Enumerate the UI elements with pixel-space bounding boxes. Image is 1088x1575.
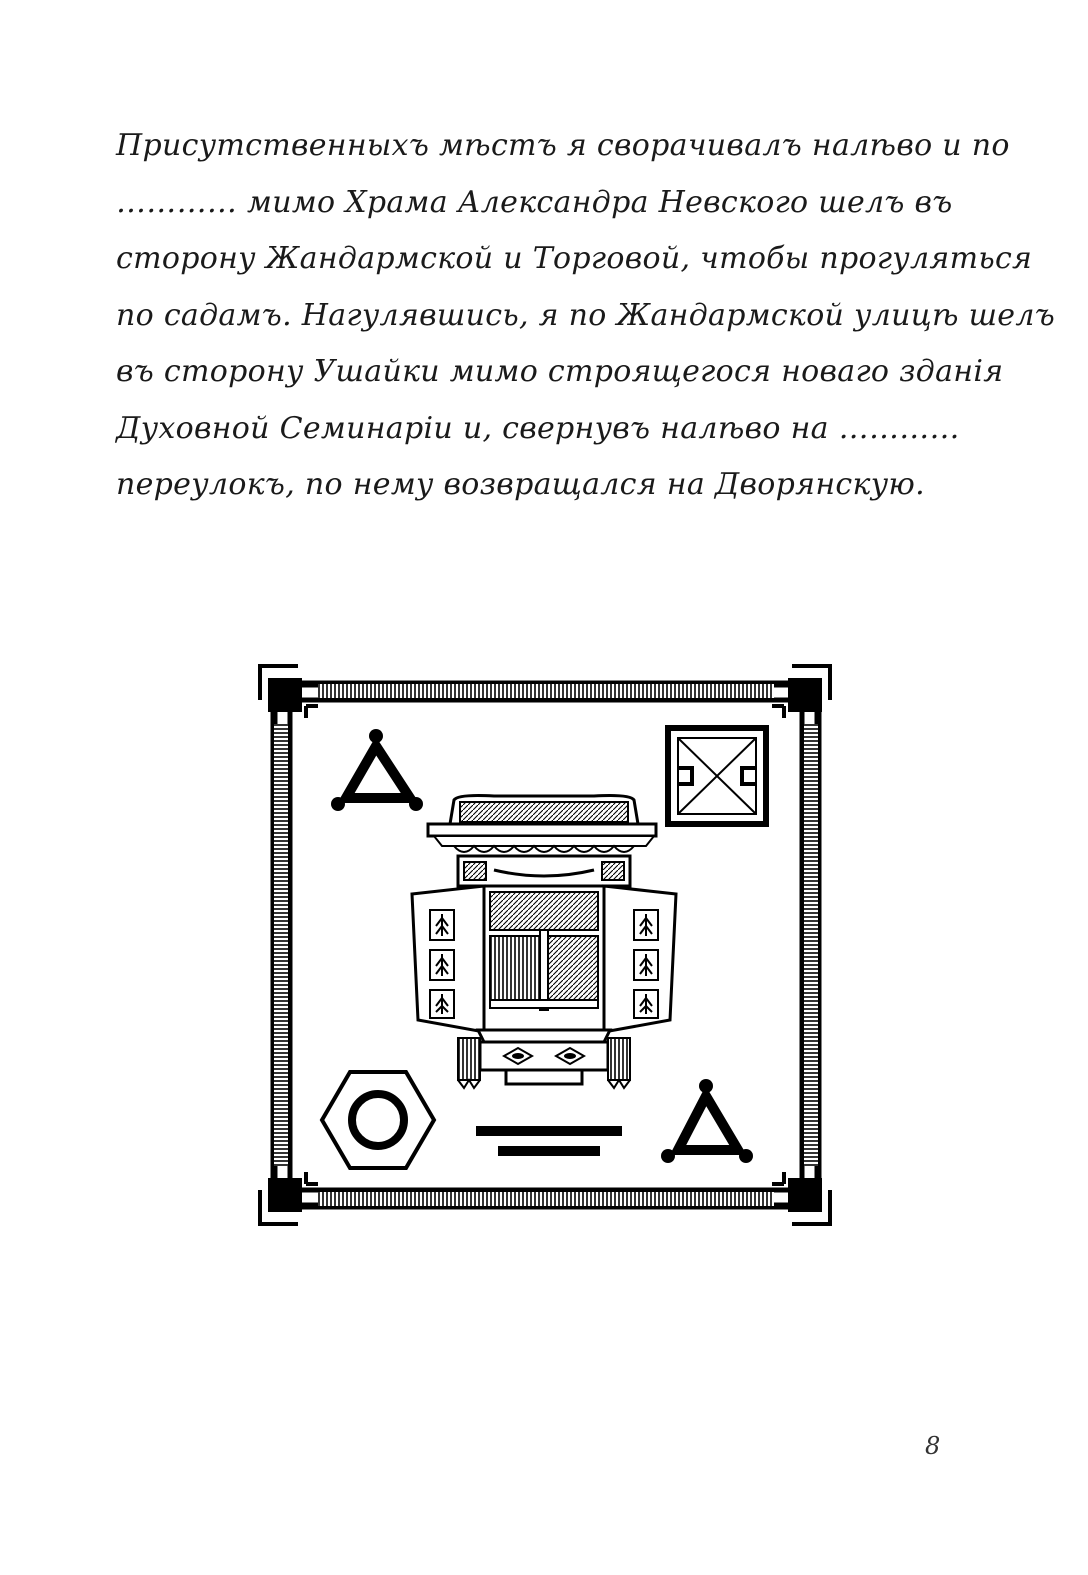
triangle-symbol-icon-2: [661, 1079, 753, 1163]
double-bar-symbol-icon: [476, 1126, 622, 1156]
text-line-7: переулокъ, по нему возвращался на Дворянскую.: [116, 467, 925, 502]
body-text: [116, 118, 1056, 514]
corner-ornament-bl: [260, 1172, 318, 1224]
hexagon-circle-symbol-icon: [322, 1072, 434, 1168]
text-line-2: ………… мимо Храма Александра Невского шелъ въ: [116, 184, 953, 220]
page-number: 8: [925, 1432, 941, 1460]
triangle-symbol-icon: [331, 729, 423, 811]
text-line-5: въ сторону Ушайки мимо строящегося новаго зданія: [116, 354, 1004, 389]
text-line-3: сторону Жандармской и Торговой, чтобы прогуляться: [116, 241, 1033, 276]
corner-ornament-tr: [772, 666, 830, 718]
text-line-1: Присутственныхъ мѣстъ я сворачивалъ налѣво и по: [116, 128, 1010, 163]
text-line-4: по садамъ. Нагулявшись, я по Жандармской улицѣ шелъ: [116, 297, 1056, 333]
carved-window-drawing: [412, 796, 676, 1089]
corner-ornament-br: [772, 1172, 830, 1224]
boxed-x-symbol-icon: [668, 728, 766, 824]
text-line-6: Духовной Семинаріи и, свернувъ налѣво на …………: [116, 410, 960, 446]
corner-ornament-tl: [260, 666, 318, 718]
house-window-illustration: [258, 660, 832, 1230]
